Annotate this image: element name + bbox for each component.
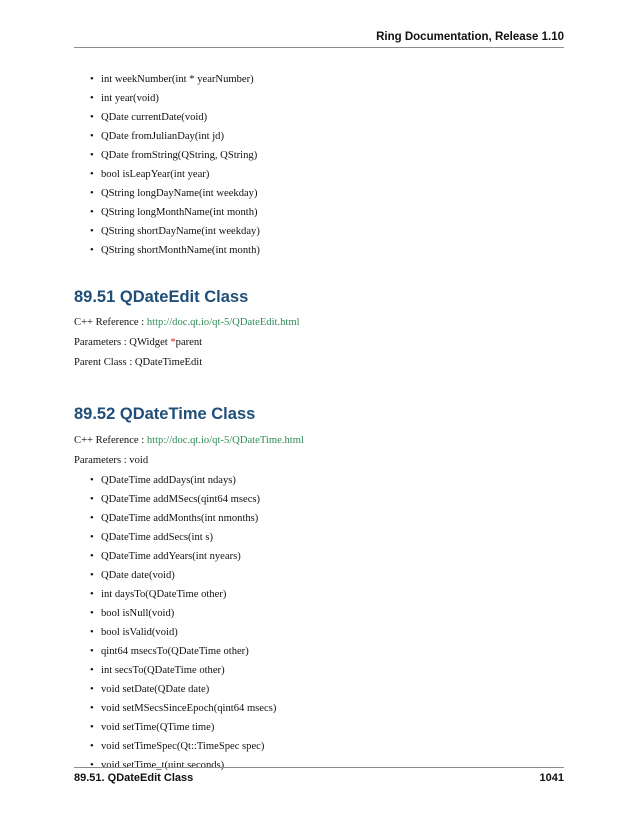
reference-link[interactable]: http://doc.qt.io/qt-5/QDateTime.html	[146, 435, 304, 446]
reference-link[interactable]: http://doc.qt.io/qt-5/QDateEdit.html	[146, 317, 300, 328]
list-item: • void setDate(QDate date)	[74, 680, 564, 699]
list-item: • QDateTime addYears(int nyears)	[74, 547, 564, 566]
parameters: Parameters : void	[74, 455, 149, 466]
list-item: • void setMSecsSinceEpoch(qint64 msecs)	[74, 699, 564, 718]
parameters	[74, 333, 564, 353]
page-footer	[74, 772, 564, 784]
reference-label: C++ Reference :	[74, 435, 147, 446]
list-item: • void setTime_t(uint seconds)	[74, 756, 564, 775]
list-item: • int daysTo(QDateTime other)	[74, 585, 564, 604]
pointer-star: *	[170, 337, 176, 348]
page-header: Ring Documentation, Release 1.10	[376, 31, 564, 43]
section-heading-qdatetime: 89.52 QDateTime Class	[74, 405, 256, 423]
list-item: • int year(void)	[74, 89, 564, 108]
page-content	[74, 70, 564, 775]
cpp-reference	[74, 313, 564, 333]
list-item: • QDateTime addMSecs(qint64 msecs)	[74, 490, 564, 509]
reference-label: C++ Reference :	[74, 317, 147, 328]
footer-divider	[74, 767, 564, 768]
list-item: • QDate fromJulianDay(int jd)	[74, 127, 564, 146]
list-item: • bool isLeapYear(int year)	[74, 165, 564, 184]
list-item: • QDate currentDate(void)	[74, 108, 564, 127]
list-item: • void setTime(QTime time)	[74, 718, 564, 737]
parameters-label: Parameters : QWidget	[74, 337, 171, 348]
list-item: • QDate fromString(QString, QString)	[74, 146, 564, 165]
method-list-qdatetime	[74, 471, 564, 775]
method-list-top	[74, 70, 564, 260]
list-item: • QDateTime addDays(int ndays)	[74, 471, 564, 490]
list-item: • bool isValid(void)	[74, 623, 564, 642]
list-item: • QDateTime addSecs(int s)	[74, 528, 564, 547]
footer-section: 89.51. QDateEdit Class	[74, 772, 194, 784]
parameters-name: parent	[175, 337, 203, 348]
list-item: • qint64 msecsTo(QDateTime other)	[74, 642, 564, 661]
cpp-reference	[74, 431, 564, 451]
list-item: • QDateTime addMonths(int nmonths)	[74, 509, 564, 528]
list-item: • QDate date(void)	[74, 566, 564, 585]
list-item: • QString longMonthName(int month)	[74, 203, 564, 222]
header-divider	[74, 47, 564, 48]
list-item: • int secsTo(QDateTime other)	[74, 661, 564, 680]
section-heading-qdateedit: 89.51 QDateEdit Class	[74, 288, 249, 306]
list-item: • QString longDayName(int weekday)	[74, 184, 564, 203]
list-item: • int weekNumber(int * yearNumber)	[74, 70, 564, 89]
list-item: • QString shortMonthName(int month)	[74, 241, 564, 260]
list-item: • void setTimeSpec(Qt::TimeSpec spec)	[74, 737, 564, 756]
list-item: • QString shortDayName(int weekday)	[74, 222, 564, 241]
list-item: • bool isNull(void)	[74, 604, 564, 623]
parent-class: Parent Class : QDateTimeEdit	[74, 357, 203, 368]
page-number: 1041	[539, 772, 564, 784]
